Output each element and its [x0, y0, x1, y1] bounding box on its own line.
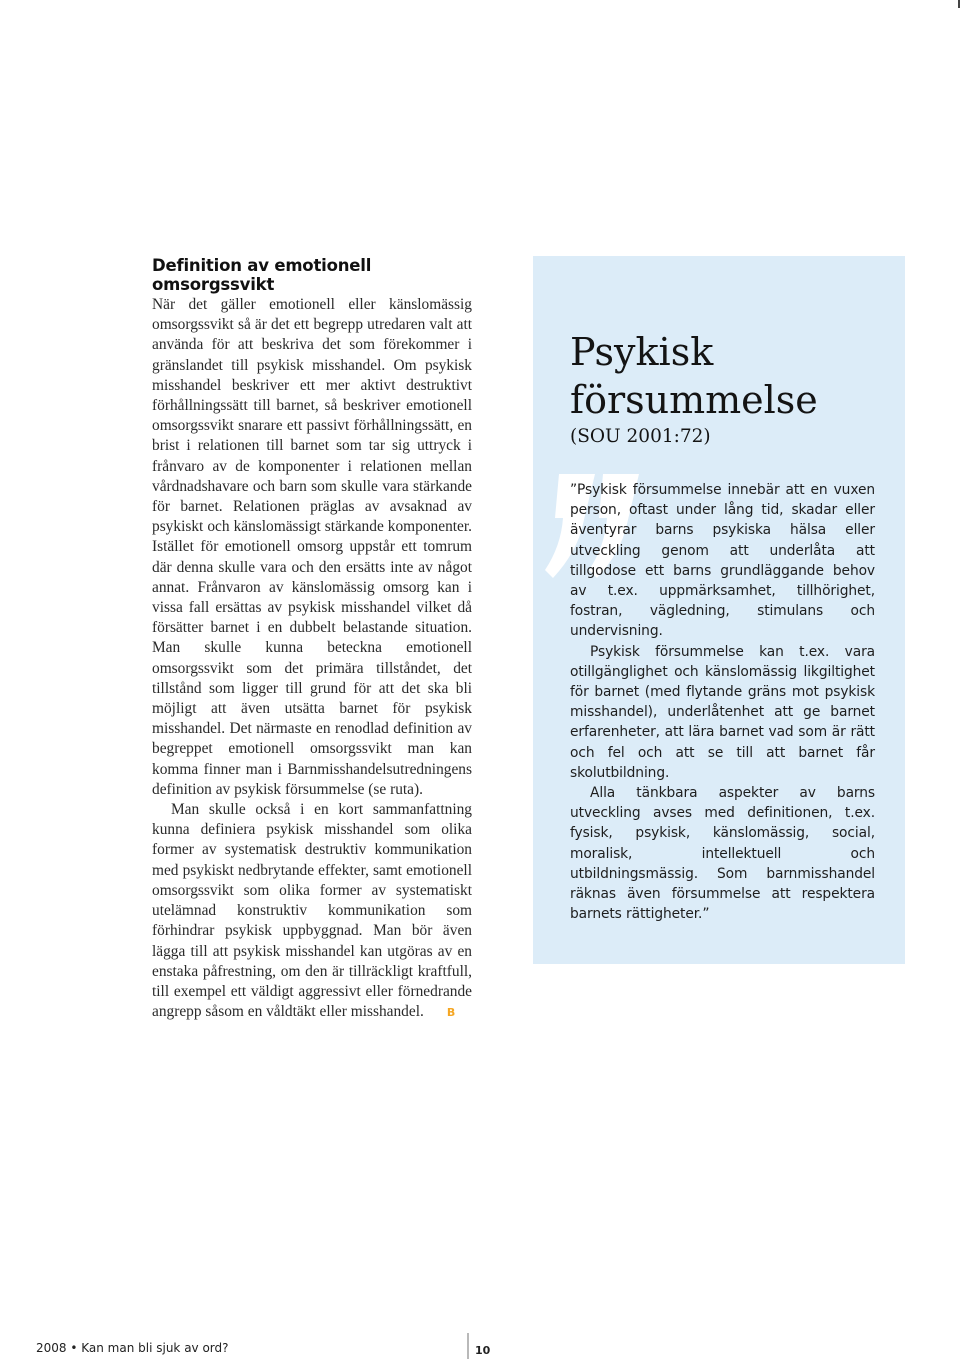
- article-paragraph-1: När det gäller emotionell eller känslomässig omsorgssvikt så är det ett begrepp utredaren valt att använda för att beskriva det som förekommer i gränslandet till psykisk misshandel. Om psykisk misshandel beskriver ett mer aktivt destruktivt förhållningssätt till barnet, så beskriver emotionell omsorgssvikt snarare ett passivt förhållningssätt, en brist i relationen till barnet som tar sig uttryck i frånvaro av de komponenter i relationen mellan vårdnadshavare och barn som skulle vara stärkande för barnet. Relationen präglas av avsaknad av psykiskt och känslomässigt stärkande komponenter. Istället för emotionell omsorg uppstår ett tomrum där denna skulle vara och den ersätts inte av något annat. Frånvaron av känslomässig omsorg kan i vissa fall ersättas av psykisk misshandel vilket då försätter barnet i en dubbelt belastande situation. Man skulle kunna beteckna emotionell omsorgssvikt som det primära tillståndet, det tillstånd som ligger till grund för att det ska bli möjligt att även utsätta barnet för psykisk misshandel. Det närmaste en renodlad definition av begreppet emotionell omsorgssvikt man kan komma finner man i Barnmisshandelsutredningens definition av psykisk försummelse (se ruta).: [152, 296, 472, 798]
- box-body: [570, 480, 875, 924]
- fact-box: [533, 256, 905, 964]
- article-column: [152, 256, 472, 1023]
- box-paragraph-1: ”Psykisk försummelse innebär att en vuxen person, oftast under lång tid, skadar eller äventyrar barns psykiska hälsa eller utveckling genom att underlåta att tillgodose ett barns grundläggande behov av t.ex. uppmärksamhet, tillhörighet, fostran, vägledning, stimulans och undervisning.: [570, 482, 875, 640]
- article-paragraph-2: [152, 800, 472, 1023]
- box-paragraph-2: Psykisk försummelse kan t.ex. vara otillgänglighet och känslomässig likgiltighet för barnet (med flytande gräns mot psykisk misshandel), underlåtenhet att ge barnet erfarenheter, att lära barnet vad som är rätt och fel och att se till att barnet får skolutbildning.: [570, 643, 875, 781]
- page-number: 10: [475, 1344, 491, 1357]
- box-paragraph-3: Alla tänkbara aspekter av barns utveckling avses med definitionen, t.ex. fysisk, psykisk, känslomässig, social, moralisk, intellektuell och utbildningsmässig. Som barnmisshandel räknas även försummelse att respektera barnets rättigheter.”: [570, 785, 875, 923]
- footer-running-title: 2008 • Kan man bli sjuk av ord?: [36, 1341, 229, 1355]
- footer-divider: [467, 1333, 469, 1359]
- box-subtitle: (SOU 2001:72): [570, 426, 711, 447]
- end-of-article-mark: B: [446, 1006, 456, 1020]
- top-rule: [0, 0, 960, 3]
- section-heading: Definition av emotionell omsorgssvikt: [152, 256, 372, 294]
- article-paragraph-2-text: Man skulle också i en kort sammanfattning kunna definiera psykisk misshandel som olika former av systematisk destruktiv kommunikation med psykiskt nedbrytande effekter, samt emotionell omsorgssvikt som olika former av systematiskt utelämnad konstruktiv kommunikation som förhindrar psykisk uppbyggnad. Man bör även lägga till att psykisk misshandel kan utgöras av en enstaka påfrestning, om den är tillräckligt kraftfull, till exempel ett väldigt aggressivt eller förnedrande angrepp såsom en våldtäkt eller misshandel.: [152, 801, 472, 1021]
- box-title: Psykisk försummelse: [570, 330, 818, 422]
